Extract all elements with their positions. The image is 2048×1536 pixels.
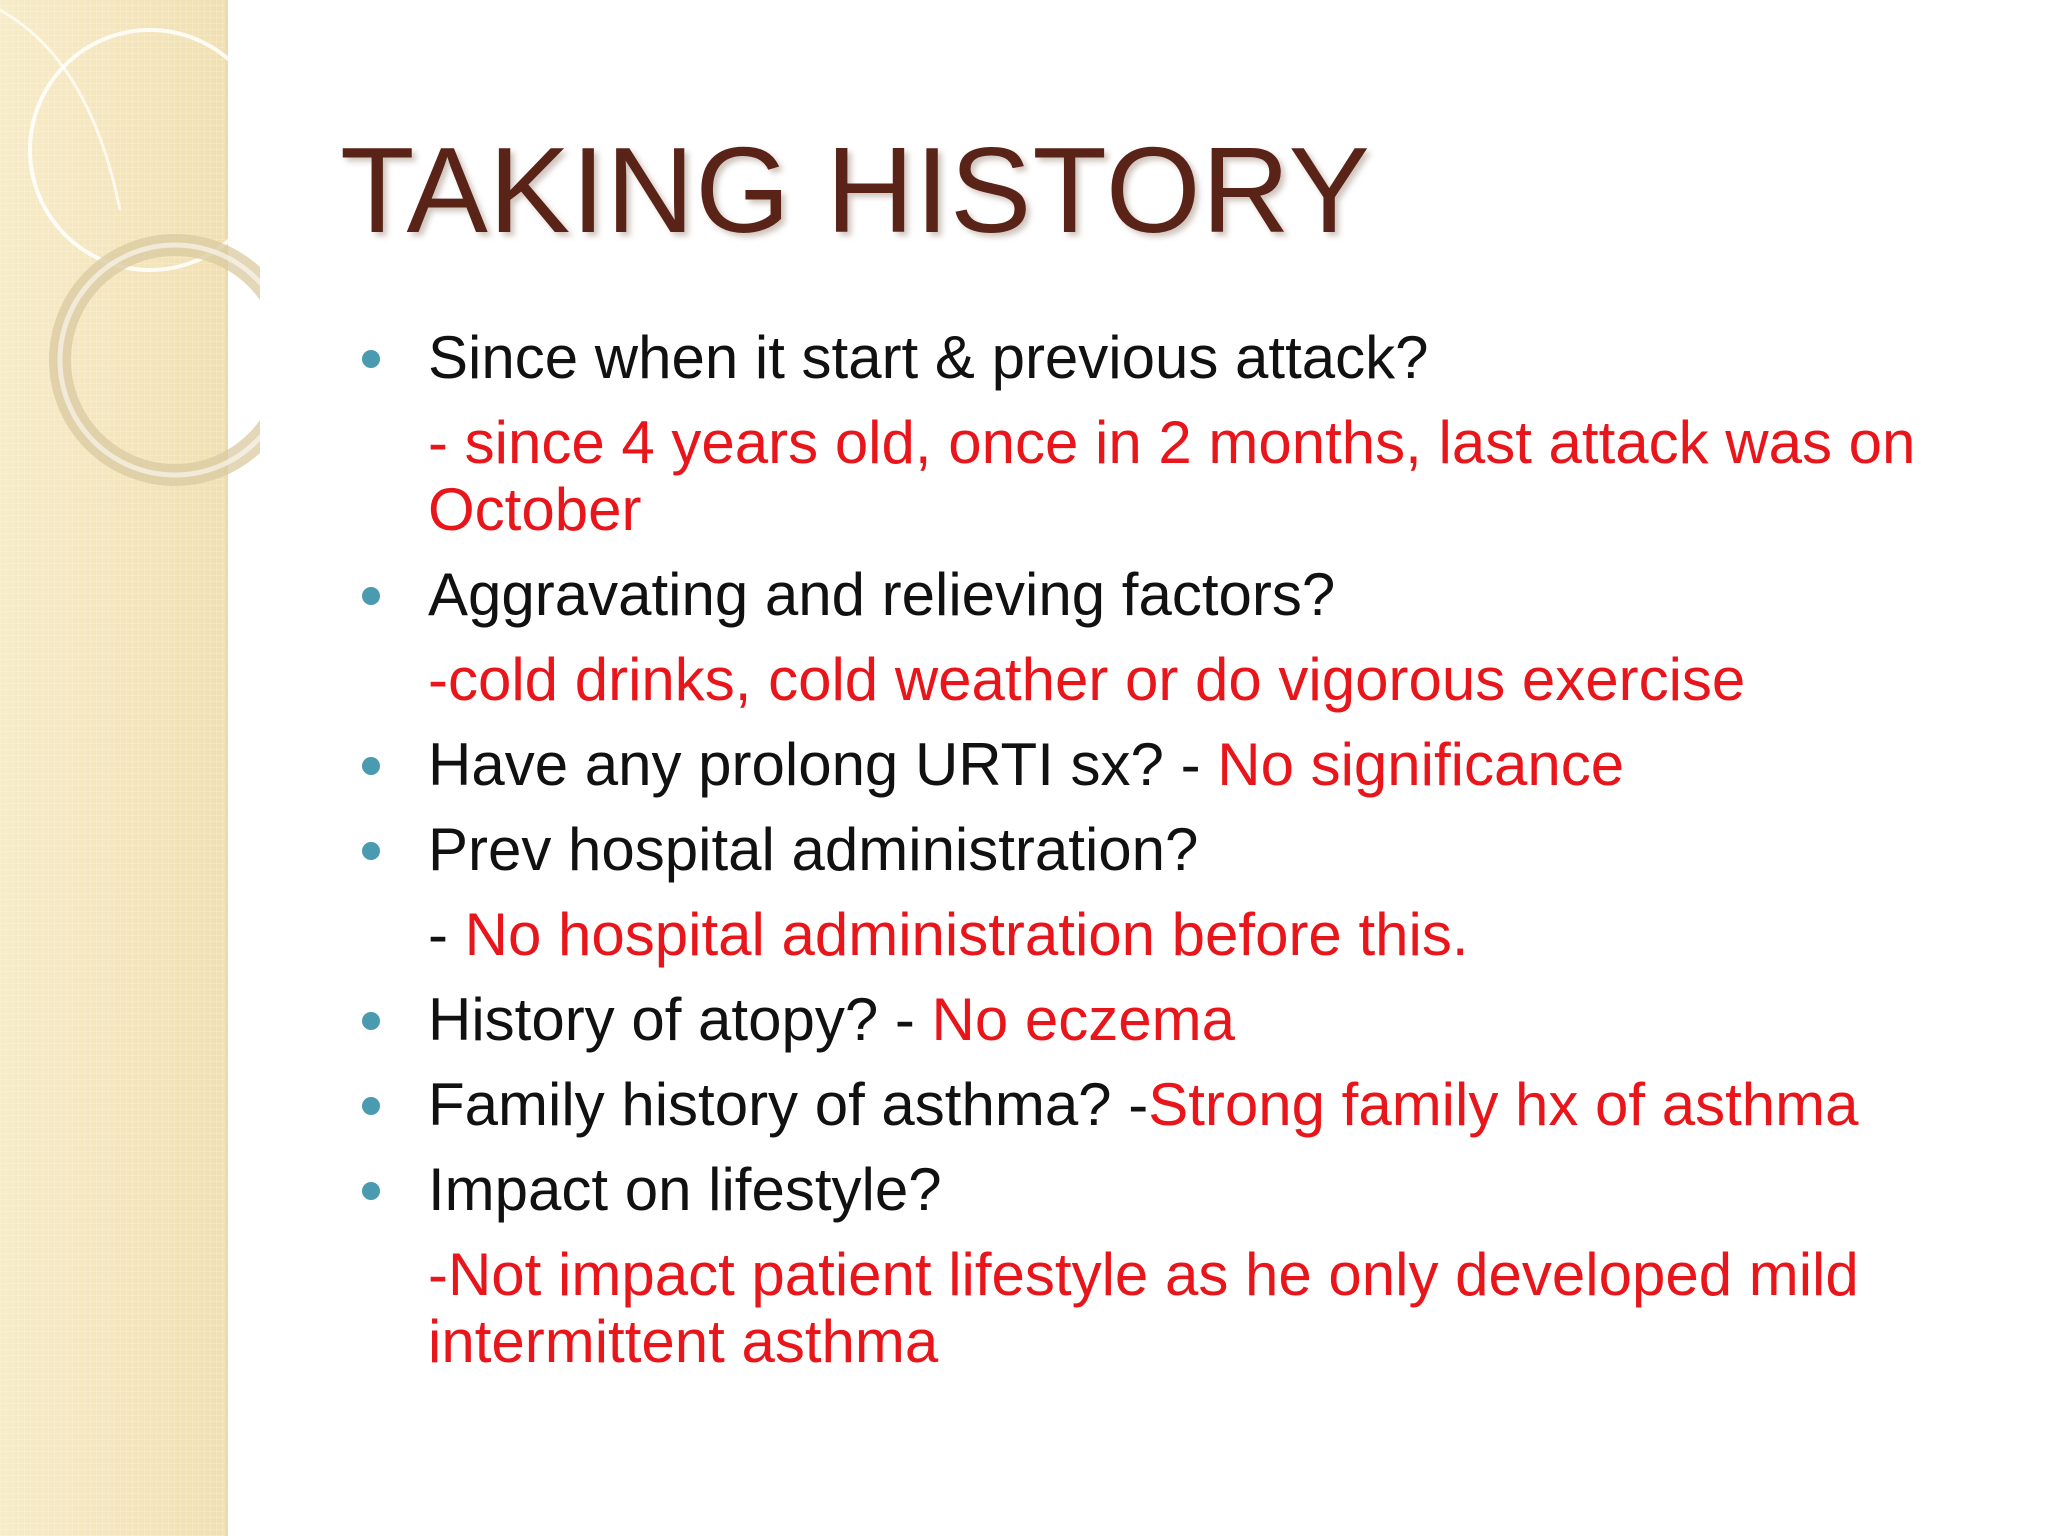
inline-answer-text: No eczema [931, 986, 1235, 1053]
list-item [356, 1156, 1996, 1223]
answer-text: -cold drinks, cold weather or do vigorous exercise [428, 646, 1746, 713]
slide-title: TAKING HISTORY [340, 122, 1371, 258]
question-text: Prev hospital administration? [428, 816, 1199, 883]
answer-text: No hospital administration before this. [464, 901, 1469, 968]
list-item [356, 731, 1996, 798]
question-text: Have any prolong URTI sx? - [428, 731, 1218, 798]
list-item [356, 986, 1996, 1053]
list-item [356, 324, 1996, 391]
bullet-icon [362, 1012, 380, 1030]
list-item [356, 816, 1996, 883]
question-text: Impact on lifestyle? [428, 1156, 942, 1223]
bullet-icon [362, 350, 380, 368]
decorative-swirl-graphic [0, 0, 260, 520]
bullet-icon [362, 757, 380, 775]
question-text: Aggravating and relieving factors? [428, 561, 1336, 628]
inline-answer-text: Strong family hx of asthma [1148, 1071, 1859, 1138]
list-item [356, 561, 1996, 628]
question-text: History of atopy? - [428, 986, 932, 1053]
bullet-icon [362, 587, 380, 605]
answer-text: -Not impact patient lifestyle as he only developed mild intermittent asthma [428, 1241, 1859, 1375]
list-item [356, 1071, 1996, 1138]
bullet-icon [362, 1097, 380, 1115]
answer-line [356, 901, 1996, 968]
inline-answer-text: No significance [1217, 731, 1625, 798]
bullet-icon [362, 1182, 380, 1200]
answer-text: - since 4 years old, once in 2 months, last attack was on October [428, 409, 1916, 543]
bullet-icon [362, 842, 380, 860]
question-text: Family history of asthma? - [428, 1071, 1149, 1138]
history-list [356, 324, 1996, 1393]
answer-prefix: - [428, 901, 465, 968]
question-text: Since when it start & previous attack? [428, 324, 1429, 391]
